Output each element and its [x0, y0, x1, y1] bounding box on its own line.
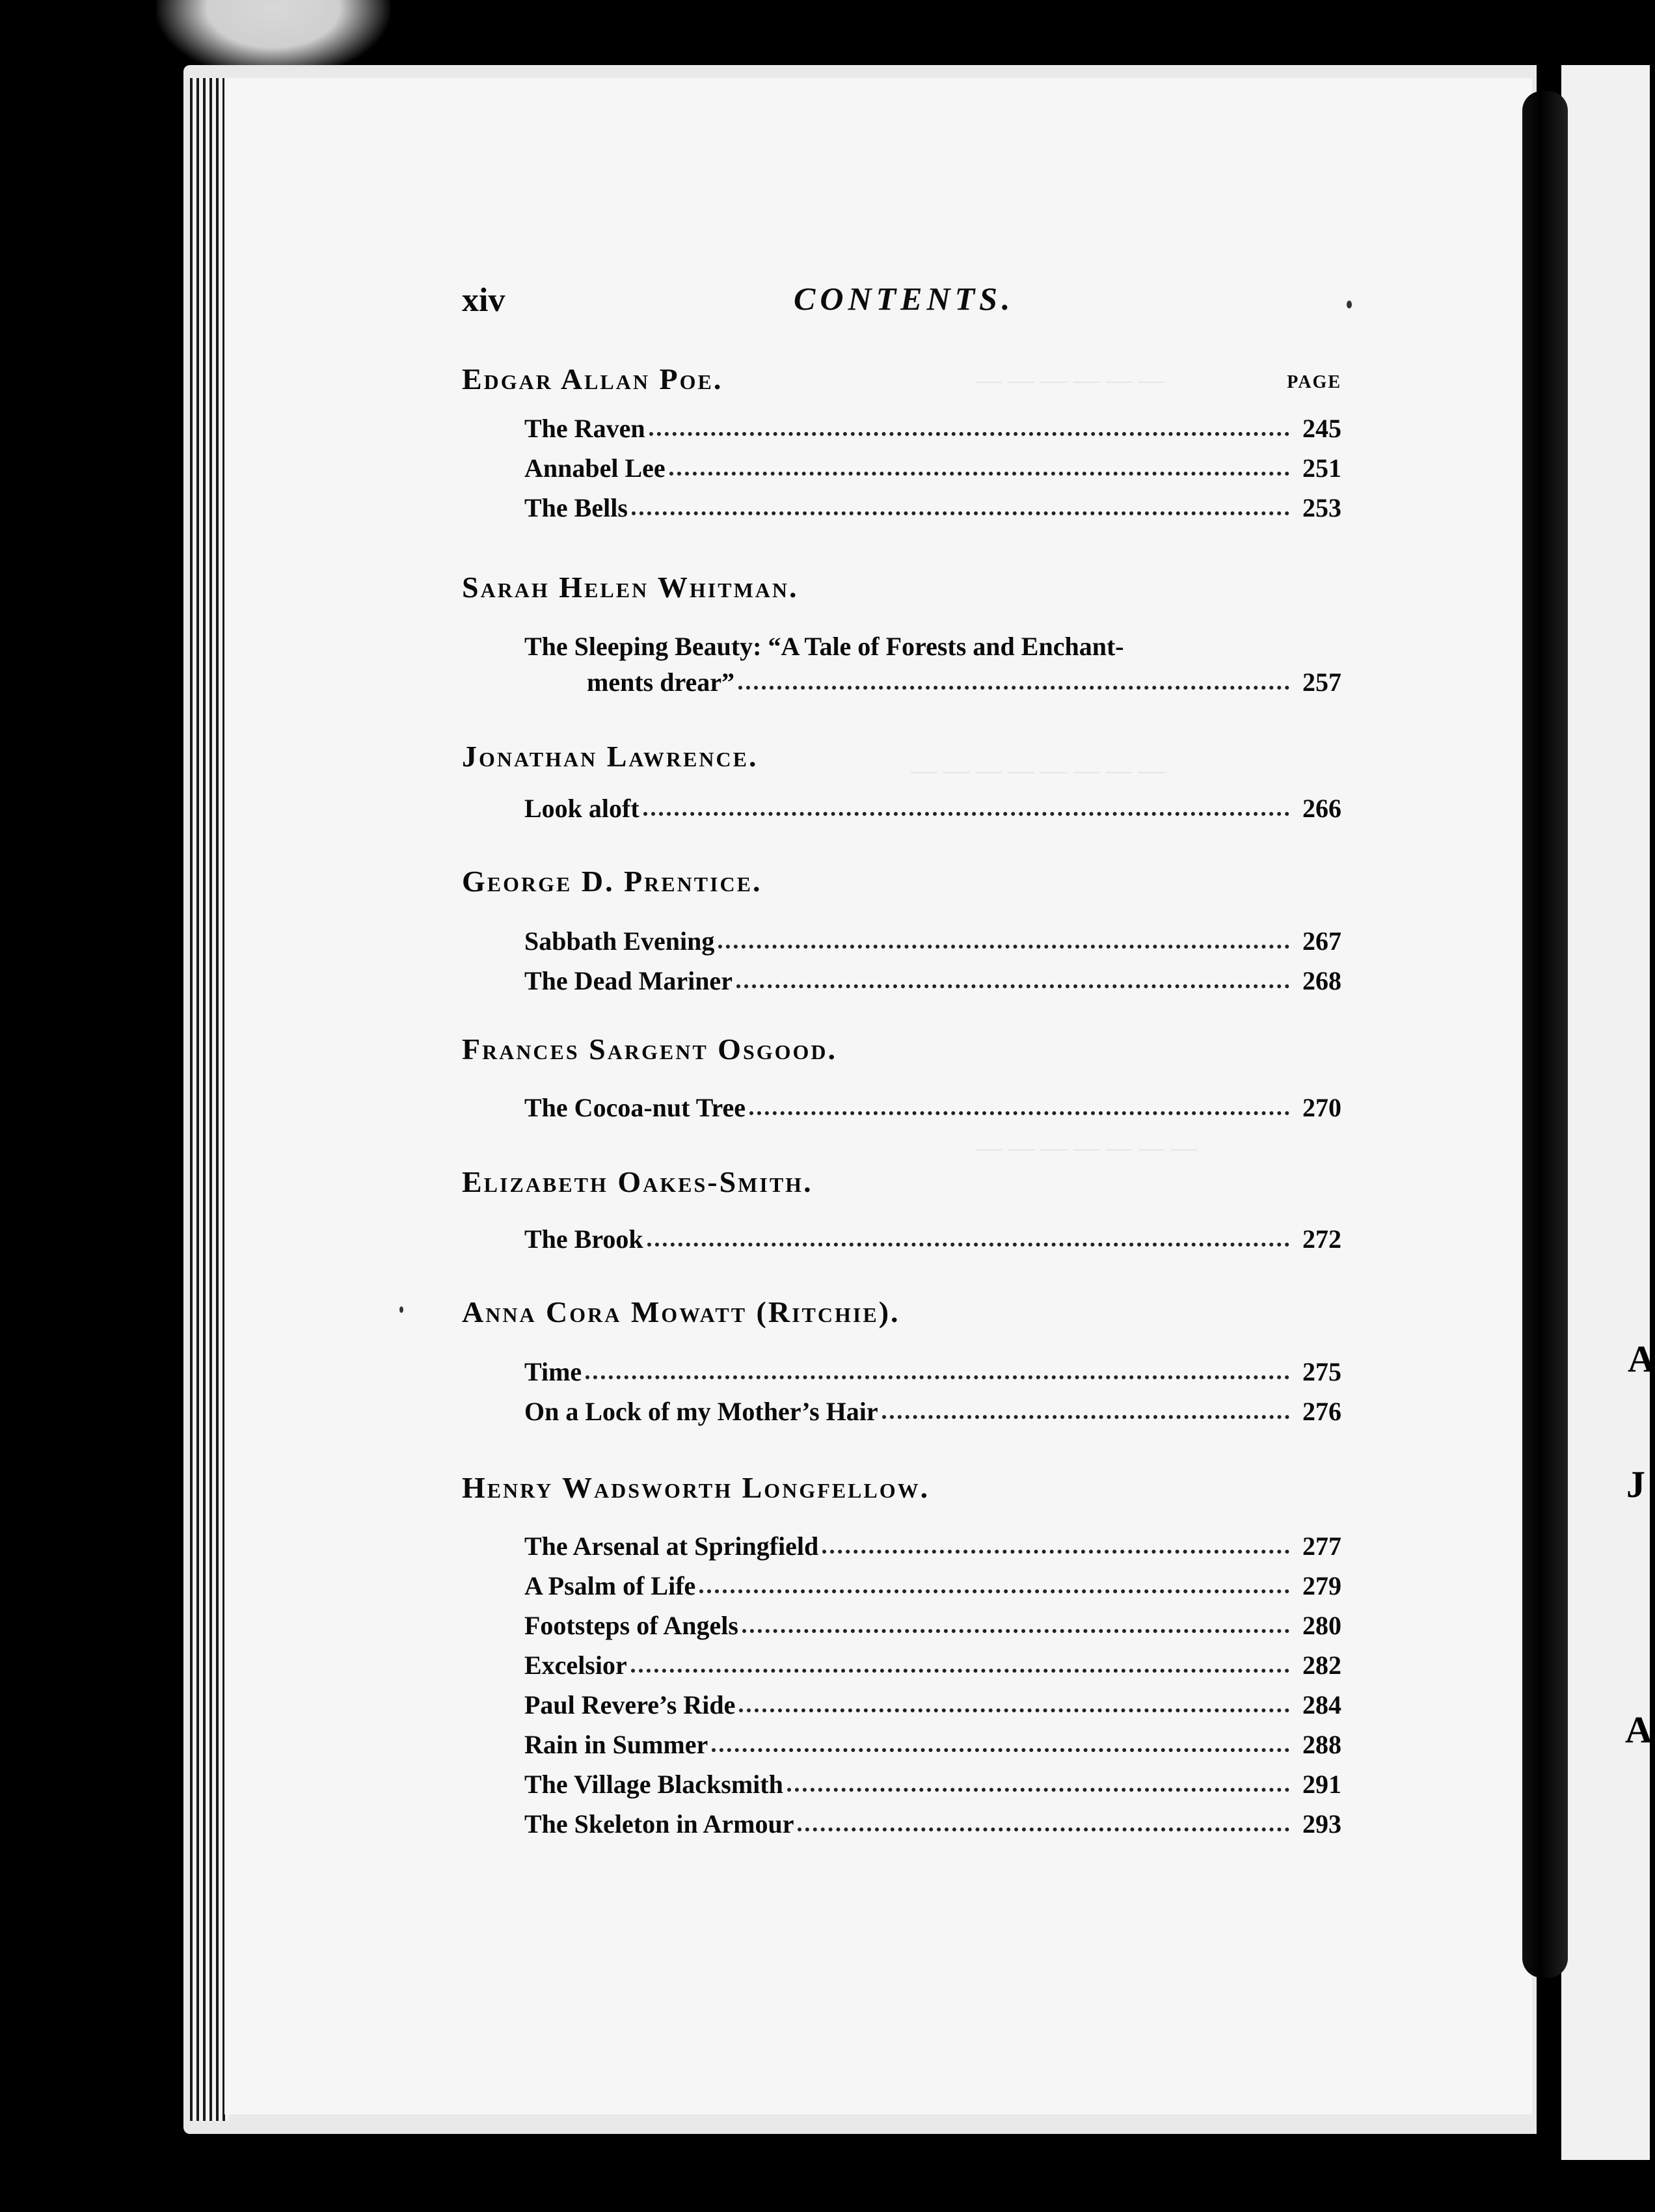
dot-leader: [882, 1415, 1289, 1419]
entry-title: The Sleeping Beauty: “A Tale of Forests and Enchant-: [524, 632, 1124, 661]
toc-entry[interactable]: [524, 1684, 1341, 1720]
toc-entry[interactable]: [524, 487, 1341, 523]
entry-title: Rain in Summer: [524, 1730, 708, 1759]
entry-title: The Cocoa-nut Tree: [524, 1093, 746, 1122]
entry-title: The Village Blacksmith: [524, 1770, 783, 1799]
toc-entry[interactable]: [524, 1803, 1341, 1839]
entry-title: Time: [524, 1357, 582, 1386]
facing-page-letter: A: [1628, 1338, 1655, 1380]
toc-entry[interactable]: [524, 1218, 1341, 1254]
page-title: CONTENTS.: [794, 280, 1015, 317]
entry-page: 266: [1302, 794, 1341, 823]
entry-title: The Raven: [524, 414, 645, 443]
toc-entry[interactable]: [524, 920, 1341, 956]
toc-entry[interactable]: [524, 1351, 1341, 1387]
toc-entry[interactable]: [524, 1763, 1341, 1800]
entry-page: 257: [1302, 668, 1341, 697]
entry-title: Sabbath Evening: [524, 926, 715, 956]
toc-entry[interactable]: [524, 1644, 1341, 1680]
entry-title-continued: ments drear”: [587, 668, 734, 697]
entry-title: Footsteps of Angels: [524, 1611, 738, 1640]
entry-page: 270: [1302, 1093, 1341, 1122]
dot-leader: [798, 1828, 1289, 1831]
dot-leader: [749, 1111, 1289, 1115]
toc-entry[interactable]: [524, 960, 1341, 996]
toc-entry[interactable]: [524, 787, 1341, 824]
dot-leader: [787, 1788, 1289, 1792]
author-heading: Edgar Allan Poe.: [462, 362, 723, 396]
entry-page: 284: [1302, 1690, 1341, 1720]
entry-page: 267: [1302, 926, 1341, 956]
entry-title: The Brook: [524, 1224, 643, 1254]
author-heading: Jonathan Lawrence.: [462, 740, 759, 773]
entry-title: Look aloft: [524, 794, 639, 823]
dot-leader: [643, 812, 1289, 816]
entry-title: The Bells: [524, 493, 628, 522]
author-heading: Sarah Helen Whitman.: [462, 571, 799, 604]
entry-page: 293: [1302, 1809, 1341, 1839]
entry-page: 277: [1302, 1531, 1341, 1561]
contents-page: [462, 0, 1341, 2212]
author-heading: Henry Wadsworth Longfellow.: [462, 1471, 930, 1504]
dot-leader: [739, 1708, 1289, 1712]
entry-page: 253: [1302, 493, 1341, 522]
entry-title: On a Lock of my Mother’s Hair: [524, 1397, 878, 1426]
dot-leader: [736, 984, 1289, 988]
entry-title: Annabel Lee: [524, 453, 666, 483]
entry-page: 288: [1302, 1730, 1341, 1759]
dot-leader: [718, 945, 1289, 949]
toc-entry[interactable]: [524, 1086, 1341, 1123]
dot-leader: [631, 1669, 1289, 1673]
dot-leader: [822, 1550, 1289, 1554]
toc-entry[interactable]: [524, 447, 1341, 483]
page-folio: xiv: [462, 282, 505, 319]
facing-page-letter: A: [1625, 1708, 1652, 1751]
bleed-through: — — — — — —: [976, 365, 1164, 394]
author-heading: Frances Sargent Osgood.: [462, 1032, 838, 1066]
author-heading: Anna Cora Mowatt (Ritchie).: [462, 1295, 900, 1329]
dot-leader: [669, 472, 1289, 476]
entry-page: 275: [1302, 1357, 1341, 1386]
author-heading: Elizabeth Oakes-Smith.: [462, 1165, 813, 1198]
entry-page: 245: [1302, 414, 1341, 443]
entry-page: 268: [1302, 966, 1341, 995]
dot-leader: [632, 511, 1289, 515]
entry-title: The Skeleton in Armour: [524, 1809, 794, 1839]
toc-entry[interactable]: [524, 1525, 1341, 1561]
author-heading: George D. Prentice.: [462, 865, 762, 898]
dot-leader: [742, 1629, 1289, 1633]
entry-page: 251: [1302, 453, 1341, 483]
toc-entry[interactable]: [524, 1604, 1341, 1641]
entry-page: 279: [1302, 1571, 1341, 1600]
speck: [1347, 301, 1352, 308]
toc-entry[interactable]: [524, 1390, 1341, 1427]
entry-title: A Psalm of Life: [524, 1571, 696, 1600]
bleed-through: — — — — — — — —: [911, 755, 1164, 785]
page-column-label: PAGE: [1287, 372, 1341, 392]
entry-title: Excelsior: [524, 1651, 627, 1680]
entry-title: The Arsenal at Springfield: [524, 1531, 819, 1561]
entry-page: 280: [1302, 1611, 1341, 1640]
book-gutter: [1522, 91, 1568, 1978]
dot-leader: [712, 1748, 1289, 1752]
entry-page: 272: [1302, 1224, 1341, 1254]
entry-title: Paul Revere’s Ride: [524, 1690, 736, 1720]
dot-leader: [738, 686, 1289, 690]
facing-page-letter: J: [1626, 1463, 1645, 1505]
bleed-through: — — — — — — —: [976, 1133, 1197, 1162]
entry-page: 291: [1302, 1770, 1341, 1799]
dot-leader: [647, 1243, 1289, 1247]
entry-page: 276: [1302, 1397, 1341, 1426]
toc-entry[interactable]: [524, 1565, 1341, 1601]
toc-entry[interactable]: [524, 407, 1341, 444]
dot-leader: [585, 1375, 1289, 1379]
speck: [399, 1306, 403, 1313]
toc-entry[interactable]: [524, 619, 1341, 697]
entry-page: 282: [1302, 1651, 1341, 1680]
dot-leader: [699, 1589, 1289, 1593]
facing-page-edge: [1561, 65, 1650, 2160]
dot-leader: [649, 432, 1289, 436]
entry-title: The Dead Mariner: [524, 966, 733, 995]
toc-entry[interactable]: [524, 1723, 1341, 1760]
